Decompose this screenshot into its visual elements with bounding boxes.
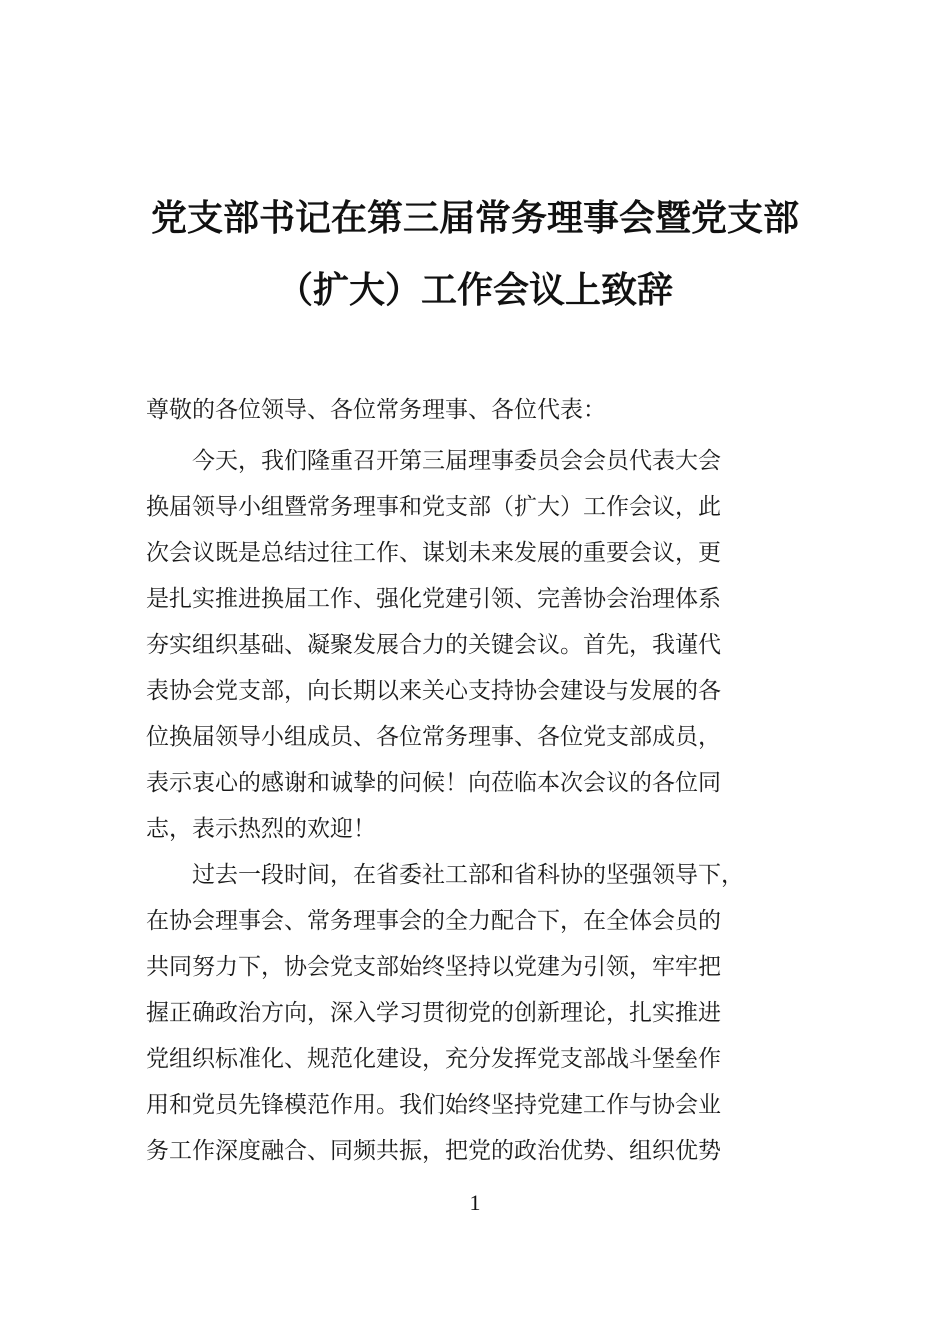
- body-line: 在协会理事会、常务理事会的全力配合下，在全体会员的: [146, 908, 721, 934]
- body-line: 换届领导小组暨常务理事和党支部（扩大）工作会议，此: [146, 494, 721, 520]
- title-line-2: （扩大）工作会议上致辞: [276, 269, 673, 311]
- body-line: 党组织标准化、规范化建设，充分发挥党支部战斗堡垒作: [146, 1046, 721, 1072]
- body-line: 过去一段时间，在省委社工部和省科协的坚强领导下，: [192, 862, 744, 888]
- body-line: 夯实组织基础、凝聚发展合力的关键会议。首先，我谨代: [146, 632, 721, 658]
- body-line: 务工作深度融合、同频共振，把党的政治优势、组织优势: [146, 1138, 721, 1164]
- body-line: 位换届领导小组成员、各位常务理事、各位党支部成员，: [146, 724, 721, 750]
- body-line: 共同努力下，协会党支部始终坚持以党建为引领，牢牢把: [146, 954, 721, 980]
- body-line: 表协会党支部，向长期以来关心支持协会建设与发展的各: [146, 678, 721, 704]
- body-line: 握正确政治方向，深入学习贯彻党的创新理论，扎实推进: [146, 1000, 721, 1026]
- body-line: 今天，我们隆重召开第三届理事委员会会员代表大会: [192, 448, 721, 474]
- body-line: 是扎实推进换届工作、强化党建引领、完善协会治理体系: [146, 586, 721, 612]
- page-number: 1: [469, 1190, 481, 1215]
- body-line: 次会议既是总结过往工作、谋划未来发展的重要会议，更: [146, 540, 721, 566]
- body-line: 尊敬的各位领导、各位常务理事、各位代表：: [146, 397, 606, 423]
- title-line-1: 党支部书记在第三届常务理事会暨党支部: [150, 197, 799, 239]
- body-line: 用和党员先锋模范作用。我们始终坚持党建工作与协会业: [146, 1092, 721, 1118]
- body-line: 志，表示热烈的欢迎！: [146, 816, 376, 842]
- body-line: 表示衷心的感谢和诚挚的问候！向莅临本次会议的各位同: [146, 770, 721, 796]
